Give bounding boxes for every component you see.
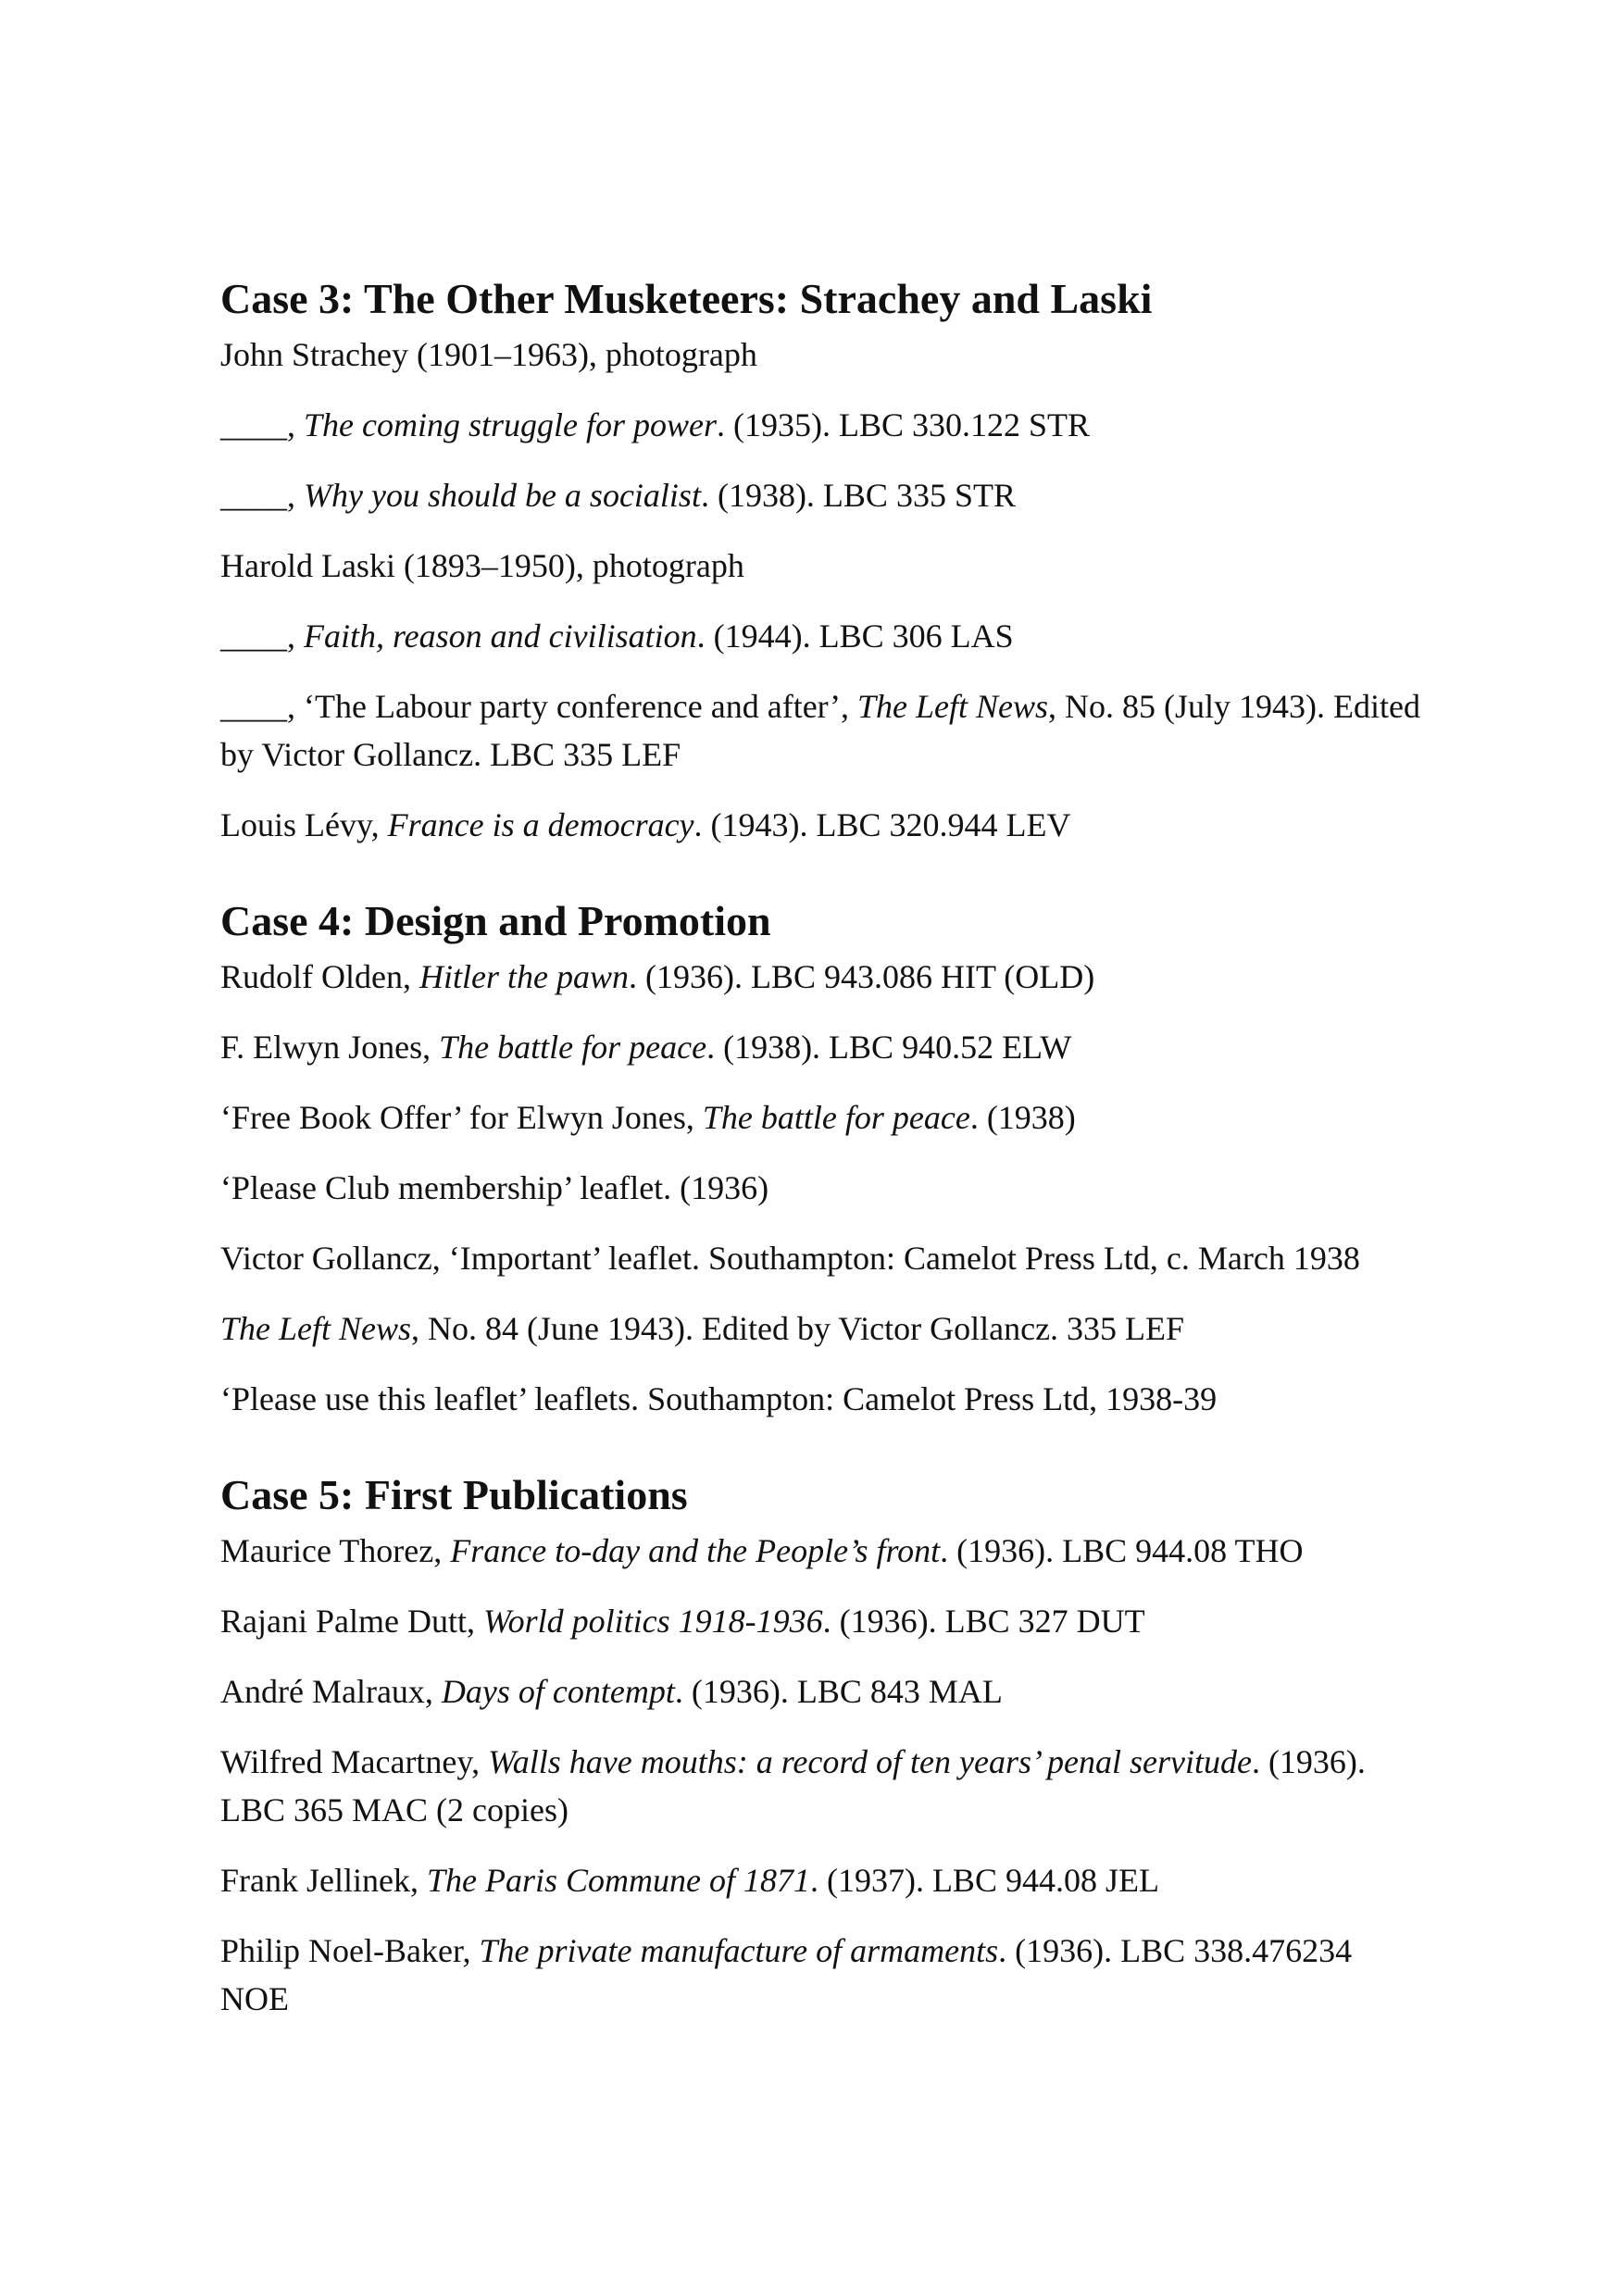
case-5-section — [220, 1469, 1424, 2023]
entry-title-italic: Days of contempt — [441, 1673, 675, 1710]
catalogue-entry — [220, 1738, 1424, 1834]
entry-text: ‘Please use this leaflet’ leaflets. Southampton: Camelot Press Ltd, 1938-39 — [220, 1380, 1218, 1417]
catalogue-entry — [220, 953, 1424, 1001]
entry-text: . (1936). LBC 327 DUT — [822, 1603, 1145, 1640]
entry-title-italic: Faith, reason and civilisation — [304, 618, 697, 655]
catalogue-entry — [220, 1597, 1424, 1645]
entry-text: ____, ‘The Labour party conference and after’, — [220, 688, 857, 725]
entry-text: Rajani Palme Dutt, — [220, 1603, 483, 1640]
entry-text: F. Elwyn Jones, — [220, 1029, 440, 1066]
entry-text: Wilfred Macartney, — [220, 1743, 489, 1780]
case-4-entries — [220, 953, 1424, 1423]
entry-text: ____, — [220, 618, 304, 655]
catalogue-entry — [220, 1164, 1424, 1212]
entry-title-italic: Hitler the pawn — [418, 958, 629, 995]
entry-text: . (1943). LBC 320.944 LEV — [693, 806, 1071, 843]
catalogue-entry — [220, 331, 1424, 379]
catalogue-entry — [220, 1093, 1424, 1142]
catalogue-entry — [220, 1667, 1424, 1716]
entry-text: . (1936). LBC 943.086 HIT (OLD) — [628, 958, 1095, 995]
entry-text: Victor Gollancz, ‘Important’ leaflet. Southampton: Camelot Press Ltd, c. March 1938 — [220, 1240, 1360, 1277]
entry-text: . (1938). LBC 940.52 ELW — [706, 1029, 1072, 1066]
entry-text: . (1937). LBC 944.08 JEL — [809, 1862, 1159, 1899]
entry-text: . (1936). LBC 365 MAC (2 copies) — [220, 1743, 1366, 1828]
entry-title-italic: The battle for peace — [702, 1099, 970, 1136]
entry-title-italic: Walls have mouths: a record of ten years’ penal servitude — [488, 1743, 1252, 1780]
entry-text: . (1935). LBC 330.122 STR — [717, 406, 1091, 443]
entry-text: Maurice Thorez, — [220, 1532, 451, 1569]
catalogue-entry — [220, 1856, 1424, 1904]
entry-text: . (1936). LBC 944.08 THO — [940, 1532, 1304, 1569]
document-content — [220, 273, 1424, 2023]
entry-title-italic: World politics 1918-1936 — [482, 1603, 823, 1640]
entry-text: . (1944). LBC 306 LAS — [696, 618, 1014, 655]
entry-title-italic: The Left News — [220, 1310, 412, 1347]
entry-text: Harold Laski (1893–1950), photograph — [220, 547, 744, 584]
entry-text: ____, — [220, 406, 304, 443]
case-3-entries — [220, 331, 1424, 849]
entry-text: Louis Lévy, — [220, 806, 388, 843]
entry-title-italic: France is a democracy — [387, 806, 694, 843]
entry-text: André Malraux, — [220, 1673, 442, 1710]
entry-title-italic: The battle for peace — [439, 1029, 707, 1066]
case-5-entries — [220, 1527, 1424, 2023]
entry-title-italic: The Left News — [857, 688, 1049, 725]
catalogue-entry — [220, 801, 1424, 849]
entry-text: Philip Noel-Baker, — [220, 1932, 480, 1969]
case-3-heading: Case 3: The Other Musketeers: Strachey and Laski — [220, 275, 1153, 322]
entry-text: . (1936). LBC 843 MAL — [674, 1673, 1003, 1710]
case-5-heading: Case 5: First Publications — [220, 1471, 688, 1518]
entry-text: Rudolf Olden, — [220, 958, 419, 995]
entry-title-italic: France to-day and the People’s front — [450, 1532, 941, 1569]
catalogue-entry — [220, 542, 1424, 590]
entry-text: ____, — [220, 477, 304, 514]
case-3-section — [220, 273, 1424, 849]
case-4-heading: Case 4: Design and Promotion — [220, 897, 771, 944]
entry-title-italic: Why you should be a socialist — [304, 477, 701, 514]
entry-title-italic: The private manufacture of armaments — [479, 1932, 999, 1969]
entry-text: Frank Jellinek, — [220, 1862, 427, 1899]
entry-text: ‘Please Club membership’ leaflet. (1936) — [220, 1169, 769, 1206]
catalogue-entry — [220, 1304, 1424, 1353]
entry-text: , No. 85 (July 1943). Edited by Victor Gollancz. LBC 335 LEF — [220, 688, 1420, 773]
entry-title-italic: The Paris Commune of 1871 — [426, 1862, 810, 1899]
entry-text: . (1936). LBC 338.476234 NOE — [220, 1932, 1353, 2017]
catalogue-entry — [220, 1375, 1424, 1423]
entry-title-italic: The coming struggle for power — [304, 406, 717, 443]
catalogue-entry — [220, 612, 1424, 660]
entry-text: . (1938). LBC 335 STR — [700, 477, 1016, 514]
entry-text: John Strachey (1901–1963), photograph — [220, 336, 757, 373]
catalogue-entry — [220, 401, 1424, 449]
case-4-section — [220, 895, 1424, 1423]
catalogue-entry — [220, 1927, 1424, 2023]
catalogue-entry — [220, 1234, 1424, 1282]
catalogue-entry — [220, 471, 1424, 519]
entry-text: , No. 84 (June 1943). Edited by Victor Gollancz. 335 LEF — [411, 1310, 1185, 1347]
catalogue-entry — [220, 1527, 1424, 1575]
entry-text: . (1938) — [969, 1099, 1076, 1136]
catalogue-entry — [220, 1023, 1424, 1071]
entry-text: ‘Free Book Offer’ for Elwyn Jones, — [220, 1099, 703, 1136]
catalogue-entry — [220, 682, 1424, 779]
